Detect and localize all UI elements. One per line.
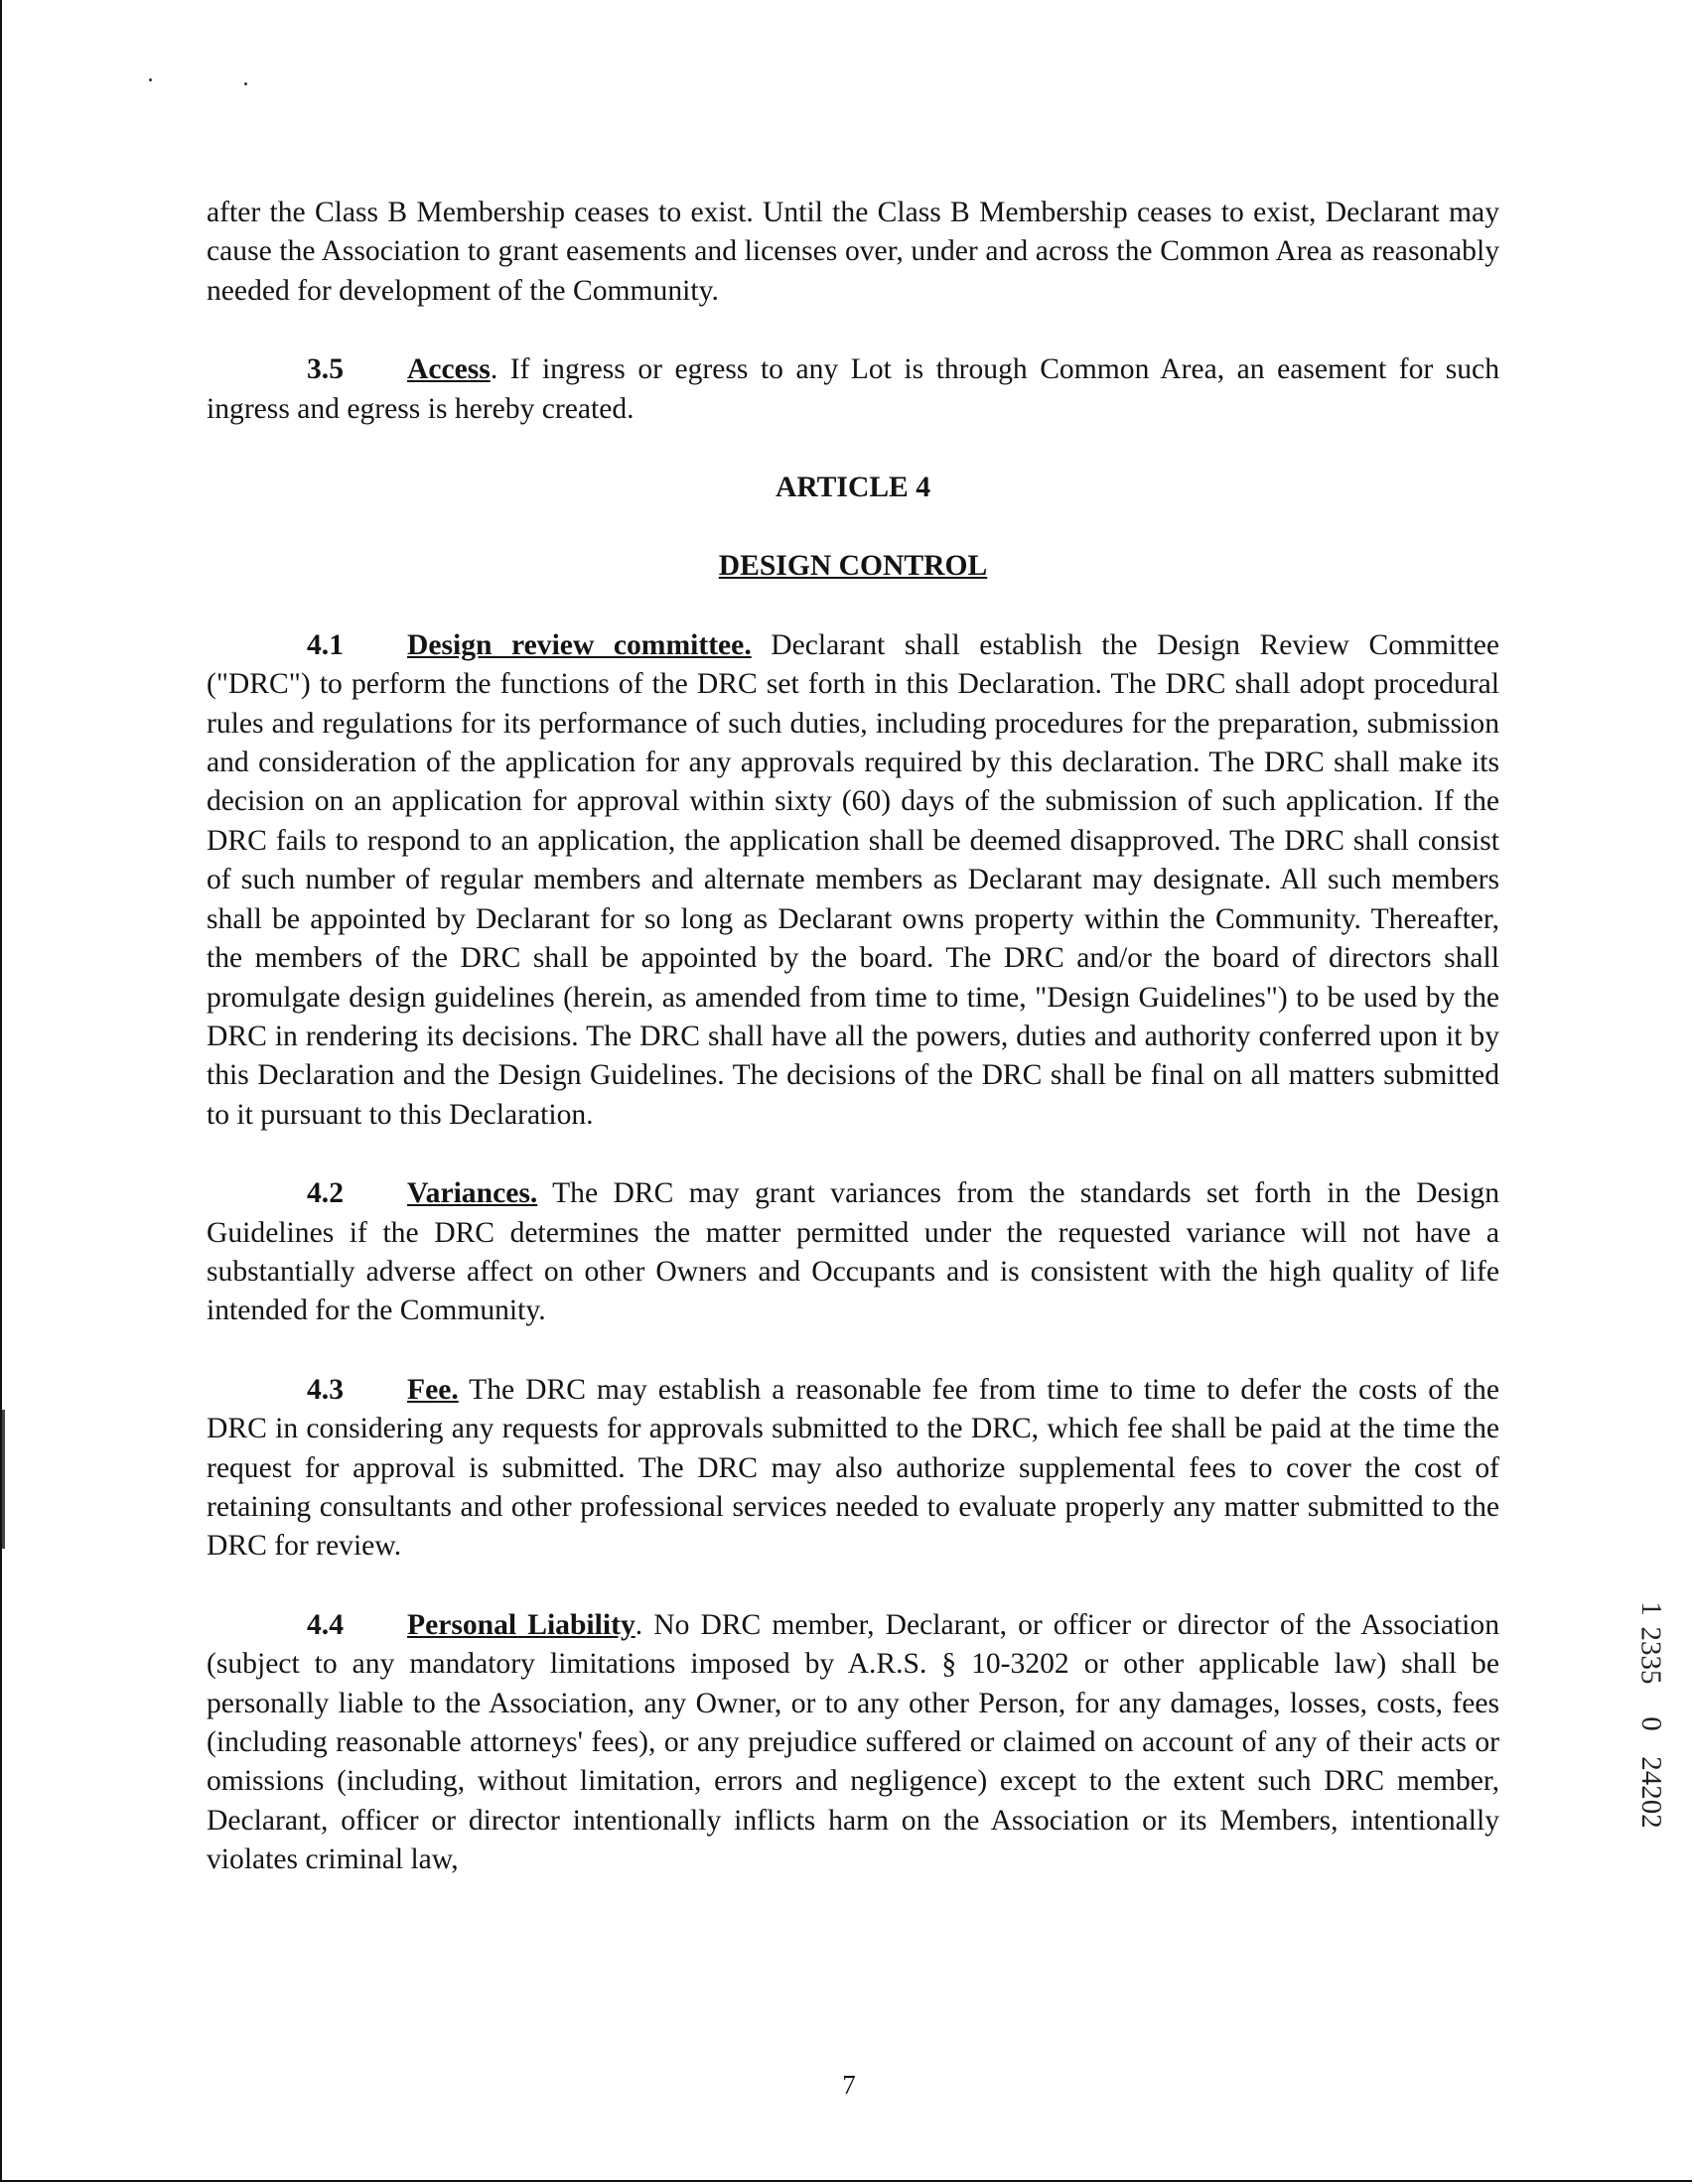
paragraph-continuation: after the Class B Membership ceases to exist. Until the Class B Membership ceases to exist, Declarant may cause the Association to grant easements and licenses over, under and across the Common Area as reasonably needed for development of the Community. xyxy=(207,197,1499,307)
section-number: 3.5 xyxy=(307,353,344,386)
page-number: 7 xyxy=(842,2070,856,2100)
scan-speck xyxy=(244,82,247,85)
section-title: Access xyxy=(407,353,491,386)
stamp-block-1: 2335 xyxy=(1634,1626,1667,1685)
article-label: ARTICLE 4 xyxy=(775,472,930,504)
article-title: DESIGN CONTROL xyxy=(718,550,988,583)
section-3-5 xyxy=(207,350,1499,429)
section-title: Personal Liability xyxy=(407,1608,635,1641)
section-title: Design review committee. xyxy=(407,628,752,661)
section-text: The DRC may establish a reasonable fee from time to time to defer the costs of the DRC in considering any requests for approvals submitted to the DRC, which fee shall be paid at the time the request for approval is submitted. The DRC may also authorize supplemental fees to cover the cost of retaining consultants and other professional services needed to evaluate properly any matter submitted to the DRC for review. xyxy=(207,1373,1499,1563)
section-4-3 xyxy=(207,1371,1499,1567)
stamp-top: 1 xyxy=(1634,1601,1667,1616)
section-text: . If ingress or egress to any Lot is through Common Area, an easement for such ingress and egress is hereby created. xyxy=(207,353,1499,425)
scan-speck xyxy=(149,78,152,81)
scan-edge-mark xyxy=(2,1410,5,1549)
stamp-block-3: 24202 xyxy=(1634,1756,1667,1829)
section-title: Variances. xyxy=(407,1177,538,1210)
section-number: 4.1 xyxy=(307,628,344,661)
section-text: Declarant shall establish the Design Review Committee ("DRC") to perform the functions of the DRC set forth in this Declaration. The DRC shall adopt procedural rules and regulations for its performance of such duties, including procedures for the preparation, submission and consideration of the application for any approvals required by this declaration. The DRC shall make its decision on an application for approval within sixty (60) days of the submission of such application. If the DRC fails to respond to an application, the application shall be deemed disapproved. The DRC shall consist of such number of regular members and alternate members as Declarant may designate. All such members shall be appointed by Declarant for so long as Declarant owns property within the Community. Thereafter, the members of the DRC shall be appointed by the board. The DRC and/or the board of directors shall promulgate design guidelines (herein, as amended from time to time, "Design Guidelines") to be used by the DRC in rendering its decisions. The DRC shall have all the powers, duties and authority conferred upon it by this Declaration and the Design Guidelines. The decisions of the DRC shall be final on all matters submitted to it pursuant to this Declaration. xyxy=(207,628,1499,1131)
recording-number-stamp xyxy=(1630,1598,1670,1896)
section-text: . No DRC member, Declarant, or officer or director of the Association (subject to any mandatory limitations imposed by A.R.S. § 10-3202 or other applicable law) shall be personally liable to the Association, any Owner, or to any other Person, for any damages, losses, costs, fees (including reasonable attorneys' fees), or any prejudice suffered or claimed on account of any of their acts or omissions (including, without limitation, errors and negligence) except to the extent such DRC member, Declarant, officer or director intentionally inflicts harm on the Association or its Members, intentionally violates criminal law, xyxy=(207,1608,1499,1876)
section-number: 4.4 xyxy=(307,1608,344,1641)
section-4-2 xyxy=(207,1174,1499,1331)
section-title: Fee. xyxy=(407,1373,459,1406)
stamp-block-2: 0 xyxy=(1634,1716,1667,1731)
section-4-4 xyxy=(207,1606,1499,1880)
section-number: 4.3 xyxy=(307,1373,344,1406)
document-body xyxy=(207,194,1499,1880)
section-4-1 xyxy=(207,626,1499,1135)
section-number: 4.2 xyxy=(307,1177,344,1210)
section-text: The DRC may grant variances from the standards set forth in the Design Guidelines if the DRC determines the matter permitted under the requested variance will not have a substantially adverse affect on other Owners and Occupants and is consistent with the high quality of life intended for the Community. xyxy=(207,1177,1499,1327)
